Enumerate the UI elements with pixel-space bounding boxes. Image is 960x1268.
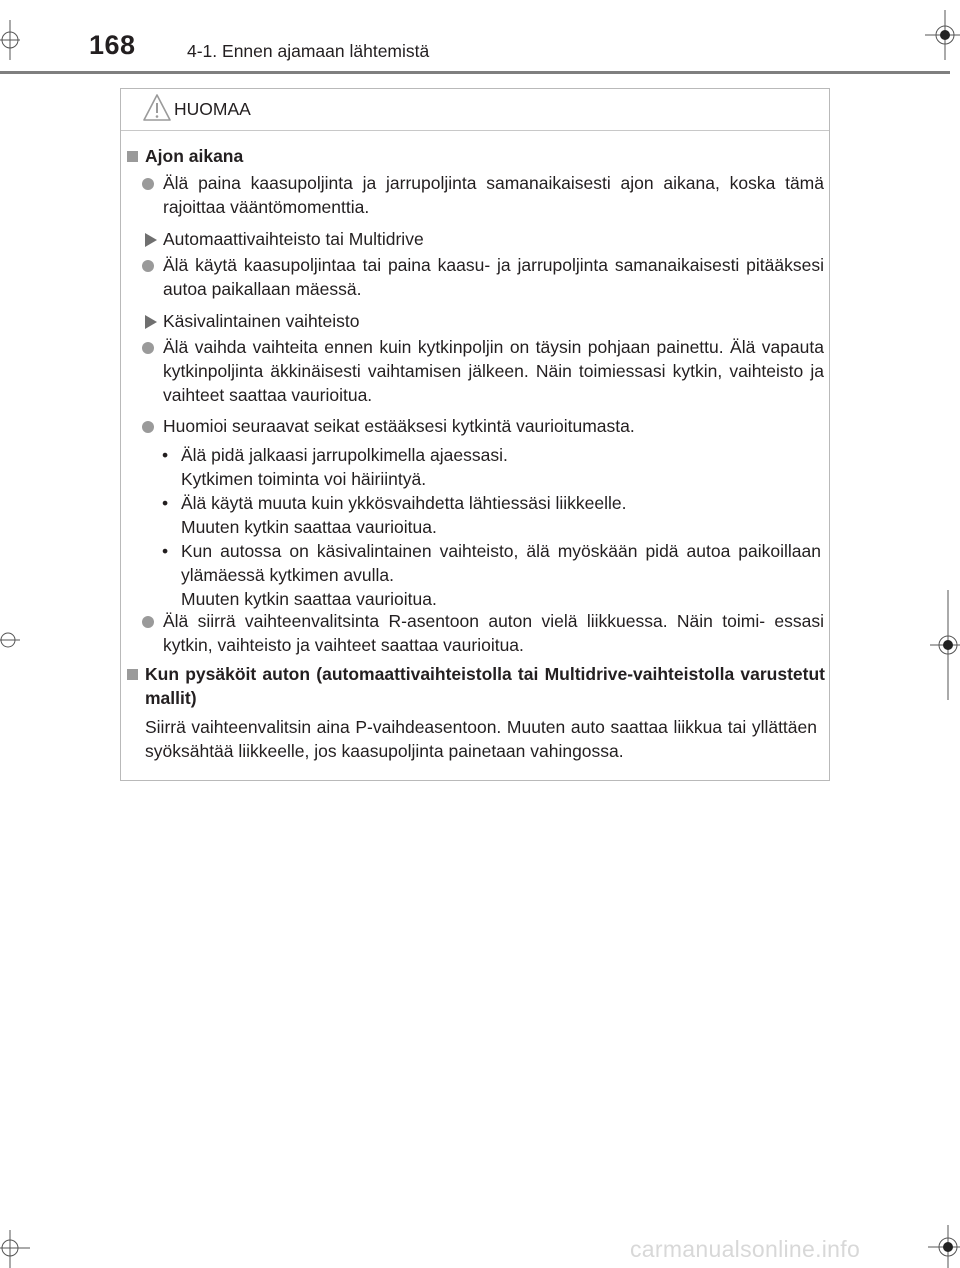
registration-mark-right-middle — [930, 590, 960, 700]
section-heading: Ajon aikana — [145, 146, 244, 166]
caution-box: HUOMAA Ajon aikana Älä paina kaasupoljinta ja jarrupoljinta samanaikaisesti ajon aikana, koska tämä rajoittaa vääntömomenttia. Automaattivaihteisto tai Multidrive Älä käytä kaasupoljintaa tai paina kaasu- ja jarrupoljinta samanaikaisesti pitääksesi autoa paikallaan mäessä. Käsivalintainen vaihteisto Älä vaihda vaihteita ennen kuin kytkinpoljin on täysin pohjaan painettu. Älä vapauta kytkinpoljinta äkkinäisesti vaihtamisen jälkeen. Näin toimiessasi kytkin, vaihteisto ja vaihteet saattaa vaurioitua. Huomioi seuraavat seikat estääksesi kytkintä vaurioitumasta. • Älä pidä jalkaasi jarrupolkimella ajaessasi. Kytkimen toiminta voi häiriintyä. • Älä käytä muuta kuin ykkösvaihdetta lähtiessäsi liikkeelle. Muuten kytkin saattaa vaurioitua. • Kun autossa on käsivalintainen vaihteisto, älä myöskään pidä autoa paikoillaan ylämäessä kytkimen avulla. Muuten kytkin saattaa vaurioitua. Älä siirrä vaihteenvalitsinta R-asentoon auton vielä liikkuessa. Näin toimi- essasi kytkin, vaihteisto ja vaihteet saattaa vaurioitua. Kun pysäköit auton (automaattivaihteistolla tai Multidrive-vaihteistolla varustetut mallit) Siirrä vaihteenvalitsin aina P-vaihdeasentoon. Muuten auto saattaa liikkua tai yllättäen syöksähtää liikkeelle, jos kaasupoljinta painetaan vahingossa. — [120, 88, 830, 781]
caution-box-header — [121, 89, 829, 131]
crop-mark-left-middle — [0, 610, 20, 670]
caution-title: HUOMAA — [174, 99, 251, 119]
arrow-marker-icon — [145, 233, 157, 247]
bullet-text: Älä vaihda vaihteita ennen kuin kytkinpoljin on täysin pohjaan painettu. Älä vapauta kytkinpoljinta äkkinäisesti vaihtamisen jälkeen. Näin toimiessasi kytkin, vaihteisto ja vaihteet saattaa vaurioitua. — [163, 337, 824, 405]
paragraph: Siirrä vaihteenvalitsin aina P-vaihdeasentoon. Muuten auto saattaa liikkua tai yllättäen syöksähtää liikkeelle, jos kaasupoljinta painetaan vahingossa. — [145, 717, 817, 761]
bullet-text: Älä paina kaasupoljinta ja jarrupoljinta samanaikaisesti ajon aikana, koska tämä rajoittaa vääntömomenttia. — [163, 173, 824, 217]
bullet-icon — [142, 342, 154, 354]
registration-mark-bottom-right — [928, 1225, 960, 1268]
warning-triangle-icon — [142, 93, 172, 128]
arrow-marker-icon — [145, 315, 157, 329]
sub-bullet-text: Älä pidä jalkaasi jarrupolkimella ajaessasi. Kytkimen toiminta voi häiriintyä. — [181, 445, 508, 489]
section-marker-icon — [127, 669, 138, 680]
bullet-text: Älä käytä kaasupoljintaa tai paina kaasu- ja jarrupoljinta samanaikaisesti pitääksesi autoa paikallaan mäessä. — [163, 255, 824, 299]
header-rule — [0, 71, 950, 74]
bullet-icon — [142, 421, 154, 433]
sub-bullet-text: Kun autossa on käsivalintainen vaihteisto, älä myöskään pidä autoa paikoillaan ylämäessä kytkimen avulla. Muuten kytkin saattaa vaurioitua. — [181, 541, 821, 609]
crop-mark-bottom-left — [0, 1230, 30, 1268]
subheading: Automaattivaihteisto tai Multidrive — [163, 229, 424, 249]
section-title: 4-1. Ennen ajamaan lähtemistä — [187, 41, 430, 61]
section-marker-icon — [127, 151, 138, 162]
bullet-icon — [142, 260, 154, 272]
sub-bullet-text: Älä käytä muuta kuin ykkösvaihdetta lähtiessäsi liikkeelle. Muuten kytkin saattaa vaurioitua. — [181, 493, 627, 537]
watermark: carmanualsonline.info — [630, 1236, 861, 1262]
page-number: 168 — [89, 30, 136, 60]
subheading: Käsivalintainen vaihteisto — [163, 311, 360, 331]
bullet-text: Huomioi seuraavat seikat estääksesi kytkintä vaurioitumasta. — [163, 416, 635, 436]
section-heading: Kun pysäköit auton (automaattivaihteistolla tai Multidrive-vaihteistolla varustetut mallit) — [145, 664, 825, 708]
bullet-icon — [142, 616, 154, 628]
bullet-icon — [142, 178, 154, 190]
page-header — [0, 0, 960, 76]
bullet-text: Älä siirrä vaihteenvalitsinta R-asentoon auton vielä liikkuessa. Näin toimi- essasi kytkin, vaihteisto ja vaihteet saattaa vaurioitua. — [163, 611, 824, 655]
